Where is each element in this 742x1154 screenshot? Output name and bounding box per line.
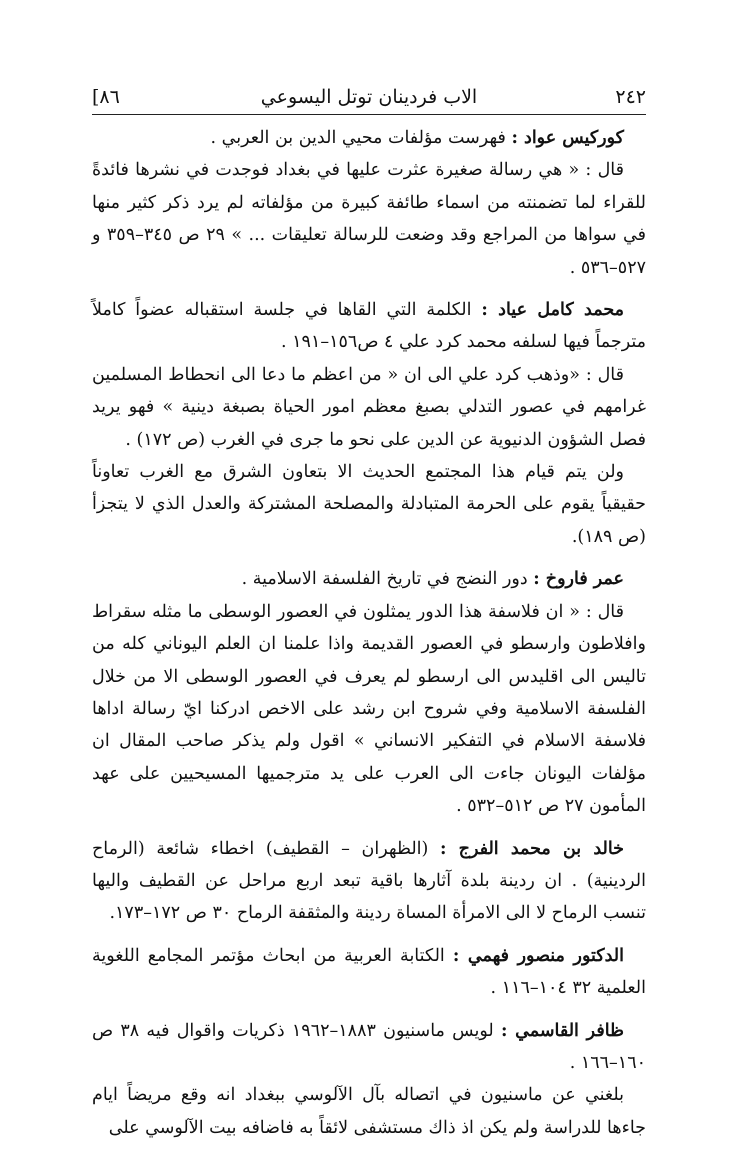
entry-heading	[92, 563, 646, 595]
entry-author: كوركيس عواد :	[511, 128, 624, 148]
entry-alfaraj	[92, 833, 646, 930]
entry-ayyad	[92, 294, 646, 553]
entry-paragraph: ولن يتم قيام هذا المجتمع الحديث الا بتعاون الشرق مع الغرب تعاوناً حقيقياً يقوم على الحرمة المتبادلة والمصلحة المشتركة والعدل الذي لا يتجزأ (ص ١٨٩).	[92, 462, 646, 547]
entry-title: لويس ماسنيون ١٨٨٣–١٩٦٢ ذكريات واقوال فيه ٣٨ ص ١٦٠–١٦٦ .	[92, 1020, 646, 1073]
entry-fahmi	[92, 940, 646, 1005]
entry-title: الكلمة التي القاها في جلسة استقباله عضواً كاملاً مترجماً فيها لسلفه محمد كرد علي ٤ ص١٥٦–١٩١ .	[92, 300, 646, 353]
entry-title: (الظهران – القطيف) اخطاء شائعة (الرماح الردينية) . ان ردينة بلدة آثارها باقية تبعد اربع مراحل عن القطيف واليها تنسب الرماح لا الى الامرأة المساة ردينة والمثقفة الرماح ٣٠ ص ١٧٢–١٧٣.	[92, 838, 646, 924]
header-rule	[92, 114, 646, 115]
bracket-number: [٨٦	[92, 86, 120, 108]
entry-heading	[92, 833, 646, 930]
entry-paragraph: بلغني عن ماسنيون في اتصاله بآل الآلوسي ببغداد انه وقع مريضاً ايام جاءها للدراسة ولم يكن اذ ذاك مستشفى لائقاً به فاضافه بيت الآلوسي على	[92, 1085, 646, 1138]
entry-paragraph: قال : « ان فلاسفة هذا الدور يمثلون في العصور الوسطى ما مثله سقراط وافلاطون وارسطو في العصور القديمة واذا علمنا ان العلم اليوناني كله من تاليس الى اقليدس الى ارسطو لم يعرف في العصور الوسطى الا من خلال الفلسفة الاسلامية وفي شروح ابن رشد على الاخص ادركنا ايّ رسالة اداها فلاسفة الاسلام في التفكير الانساني » اقول ولم يذكر صاحب المقال ان مؤلفات اليونان جاءت الى العرب على يد مترجميها المسيحيين على عهد المأمون ٢٧ ص ٥١٢–٥٣٢ .	[92, 601, 646, 817]
entry-heading	[92, 1015, 646, 1080]
entry-paragraph: قال : « هي رسالة صغيرة عثرت عليها في بغداد فوجدت في نشرها فائدةً للقراء لما تضمنته من اسماء طائفة كبيرة من مؤلفاته لم يرد ذكر كثير منها في سواها من المراجع وقد وضعت للرسالة تعليقات ... » ٢٩ ص ٣٤٥–٣٥٩ و ٥٢٧–٥٣٦ .	[92, 160, 647, 278]
entry-author: ظافر القاسمي :	[500, 1020, 624, 1041]
page-number: ٢٤٢	[615, 86, 646, 108]
entry-heading	[92, 122, 646, 154]
entry-title: فهرست مؤلفات محيي الدين بن العربي .	[210, 128, 506, 148]
entry-author: محمد كامل عياد :	[481, 300, 624, 321]
entry-heading	[92, 940, 646, 1005]
entry-author: خالد بن محمد الفرج :	[440, 838, 624, 859]
entry-paragraph: قال : «وذهب كرد علي الى ان « من اعظم ما دعا الى انحطاط المسلمين غرامهم في عصور التدلي بصبغ معظم امور الحياة بصبغة دينية » فهو يريد فصل الشؤون الدنيوية عن الدين على نحو ما جرى في الغرب (ص ١٧٢) .	[92, 364, 646, 450]
entry-title: الكتابة العربية من ابحاث مؤتمر المجامع اللغوية العلمية ٣٢ ١٠٤–١١٦ .	[92, 945, 646, 999]
running-title: الاب فردينان توتل اليسوعي	[260, 86, 478, 108]
entry-awwad	[92, 122, 646, 284]
entry-farrukh	[92, 563, 646, 822]
entry-qasimi	[92, 1015, 646, 1145]
entry-author: الدكتور منصور فهمي :	[452, 945, 624, 966]
entry-author: عمر فاروخ :	[533, 569, 624, 590]
entry-heading	[92, 294, 646, 359]
entry-title: دور النضج في تاريخ الفلسفة الاسلامية .	[241, 569, 528, 590]
entries-list	[92, 122, 646, 1154]
